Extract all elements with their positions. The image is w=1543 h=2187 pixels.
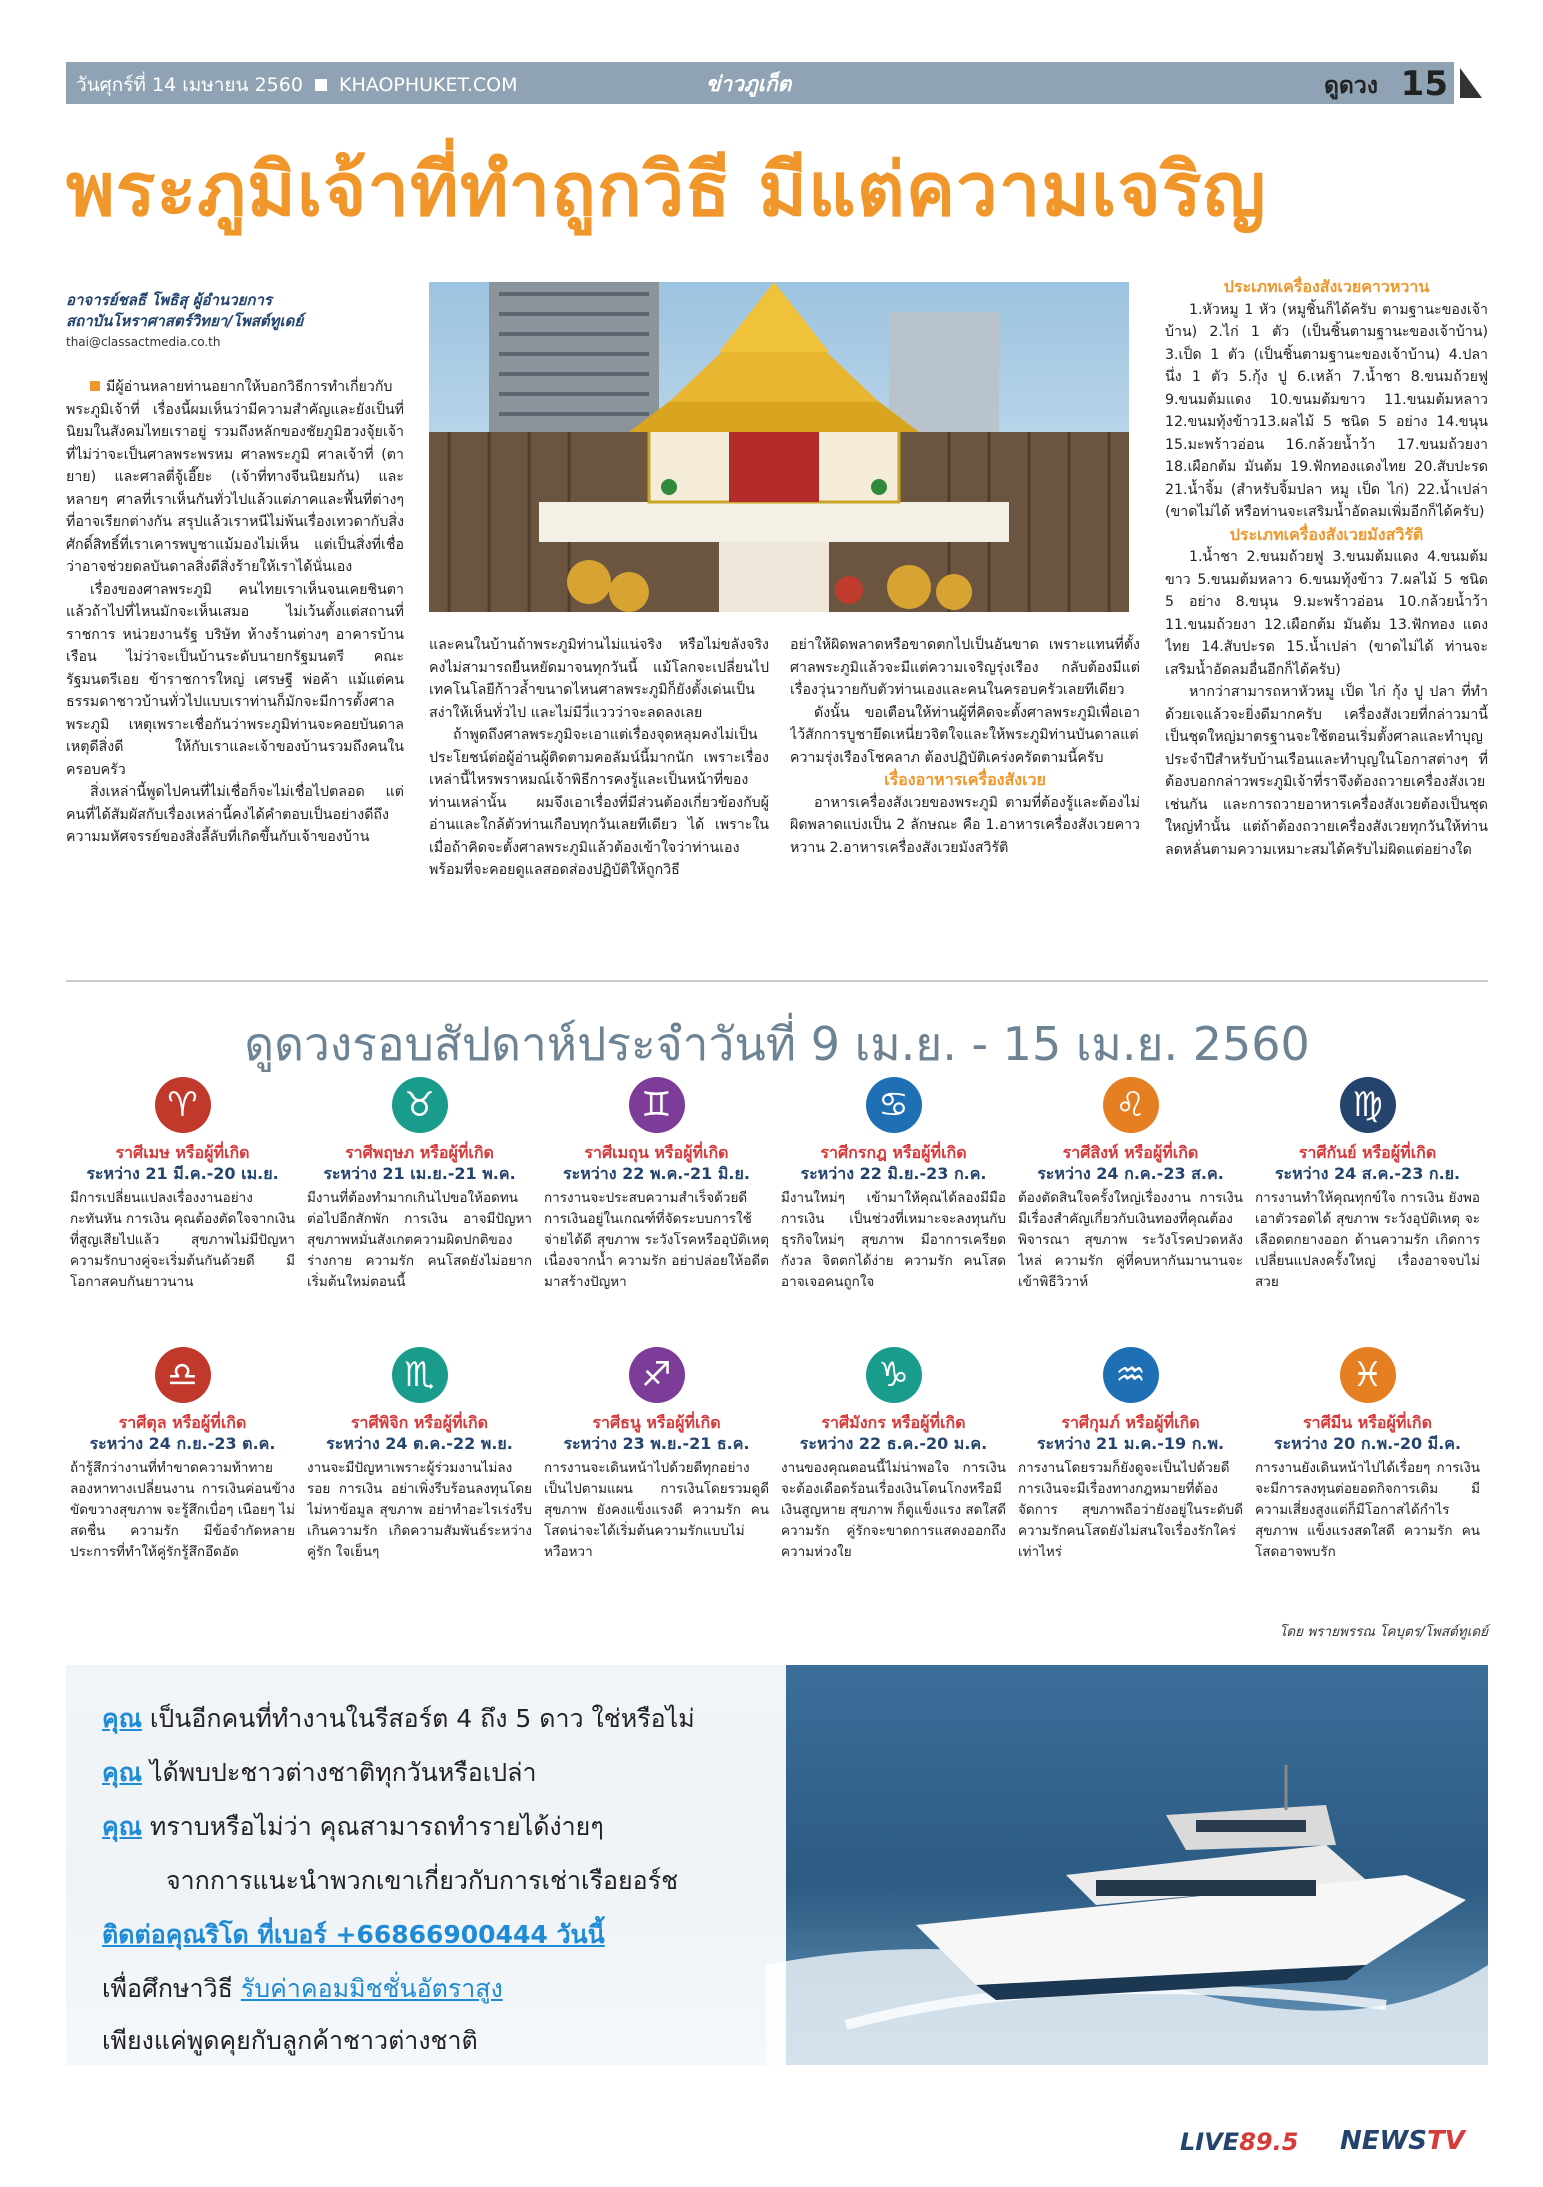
- header-brand-logo: ข่าวภูเก็ต: [706, 72, 792, 96]
- subhead-savory-sweet: ประเภทเครื่องสังเวยคาวหวาน: [1223, 277, 1430, 296]
- sign-name: ราศีพฤษภ หรือผู้ที่เกิด: [345, 1143, 494, 1162]
- leo-icon: ♌: [1018, 1070, 1243, 1140]
- gemini-icon: ♊: [544, 1070, 769, 1140]
- news-tv-logo: NEWSTV: [1340, 2126, 1465, 2156]
- sign-prediction: มีงานใหม่ๆ เข้ามาให้คุณได้ลองมีมือ การเงิน เป็นช่วงที่เหมาะจะลงทุนกับธุรกิจใหม่ๆ สุขภาพ มีอาการเครียด กังวล จิตตกได้ง่าย ความรัก คนโสดอาจเจอคนถูกใจ: [781, 1190, 1006, 1290]
- sign-name: ราศีมีน หรือผู้ที่เกิด: [1302, 1413, 1432, 1432]
- aquarius-icon: ♒: [1018, 1340, 1243, 1410]
- sign-date-range: ระหว่าง 21 มี.ค.-20 เม.ย.: [86, 1164, 279, 1183]
- article-paragraph: อาหารเครื่องสังเวยของพระภูมิ ตามที่ต้องรู้และต้องไม่ผิดพลาดแบ่งเป็น 2 ลักษณะ คือ 1.อาหารเครื่องสังเวยคาวหวาน 2.อาหารเครื่องสังเวยมังสวิรัติ: [790, 794, 1140, 856]
- spirit-house-image: [429, 282, 1129, 612]
- sign-prediction: การงานยังเดินหน้าไปได้เรื่อยๆ การเงิน จะมีการลงทุนต่อยอดกิจการเดิม มีความเสี่ยงสูงแต่ก็มีโอกาสได้กำไร สุขภาพ แข็งแรงสดใสดี ความรัก คนโสดอาจพบรัก: [1255, 1460, 1480, 1560]
- ad-line-3: คุณ ทราบหรือไม่ว่า คุณสามารถทำรายได้ง่ายๆ: [102, 1812, 604, 1841]
- sign-date-range: ระหว่าง 22 มิ.ย.-23 ก.ค.: [800, 1164, 987, 1183]
- article-paragraph: สิ่งเหล่านี้พูดไปคนที่ไม่เชื่อก็จะไม่เชื่อไปตลอด แต่คนที่ได้สัมผัสกับเรื่องเหล่านี้คงได้คำตอบเป็นอย่างดีถึงความมหัศจรรย์ของสิ่งลี้ลับที่เกิดขึ้นกับเจ้าของบ้าน: [66, 784, 404, 845]
- sign-prediction: มีงานที่ต้องทำมากเกินไปขอให้อดทนต่อไปอีกสักพัก การเงิน อาจมีปัญหา สุขภาพหมั่นสังเกตความผิดปกติของร่างกาย ความรัก คนโสดยังไม่อยากเริ่มต้นใหม่ตอนนี้: [307, 1190, 532, 1290]
- article-paragraph: มีผู้อ่านหลายท่านอยากให้บอกวิธีการทำเกี่ยวกับพระภูมิเจ้าที่ เรื่องนี้ผมเห็นว่ามีความสำคัญและยังเป็นที่นิยมในสังคมไทยเราอยู่ รวมถึงหลักของชัยภูมิฮวงจุ้ยเจ้าที่ไม่ว่าจะเป็นศาลพระพรหม ศาลพระภูมิ ศาลเจ้าที่ (ตายาย) และศาลตี่จู้เอี๊ยะ (เจ้าที่ทางจีนนิยมกัน) และหลายๆ ศาลที่เราเห็นกันทั่วไปแล้วแต่ภาคและพื้นที่ต่างๆ ที่อาจเรียกต่างกัน สรุปแล้วเราหนีไม่พ้นเรื่องเทวดากับสิ่งศักดิ์สิทธิ์ที่เราเคารพบูชาแม้มองไม่เห็น แต่เป็นสิ่งที่เชื่อว่าอาจช่วยดลบันดาลสิ่งดีสิ่งร้ายให้เราได้นั่นเอง: [66, 379, 404, 575]
- sign-prediction: ถ้ารู้สึกว่างานที่ทำขาดความท้าทาย ลองหาทางเปลี่ยนงาน การเงินค่อนข้างขัดขวางสุขภาพ จะรู้สึกเบื่อๆ เนือยๆ ไม่สดชื่น ความรัก มีข้อจำกัดหลายประการที่ทำให้คู่รักรู้สึกอึดอัด: [70, 1460, 295, 1560]
- horoscope-sign: [1018, 1340, 1243, 1564]
- sign-name: ราศีเมษ หรือผู้ที่เกิด: [115, 1143, 250, 1162]
- horoscope-sign: [781, 1340, 1006, 1564]
- ad-line-1: คุณ เป็นอีกคนที่ทำงานในรีสอร์ต 4 ถึง 5 ดาว ใช่หรือไม่: [102, 1704, 695, 1733]
- header-bar: [66, 62, 1488, 104]
- article-column-4: [1165, 276, 1488, 946]
- ad-line-7: เพียงแค่พูดคุยกับลูกค้าชาวต่างชาติ: [102, 2026, 478, 2055]
- sign-name: ราศีตุล หรือผู้ที่เกิด: [118, 1413, 247, 1432]
- sign-name: ราศีพิจิก หรือผู้ที่เกิด: [350, 1413, 489, 1432]
- live-radio-logo: LIVE89.5: [1180, 2128, 1299, 2156]
- sign-date-range: ระหว่าง 20 ก.พ.-20 มี.ค.: [1273, 1434, 1462, 1453]
- sign-date-range: ระหว่าง 23 พ.ย.-21 ธ.ค.: [563, 1434, 750, 1453]
- article-column-1: [66, 376, 404, 936]
- article-paragraph: ดังนั้น ขอเตือนให้ท่านผู้ที่คิดจะตั้งศาลพระภูมิเพื่อเอาไว้สักการบูชายึดเหนี่ยวจิตใจและให้พระภูมิท่านบันดาลแต่ความรุ่งเรืองโชคลาภ ต้องปฏิบัติเคร่งครัดตามนี้ครับ: [790, 704, 1140, 766]
- sign-date-range: ระหว่าง 24 ต.ค.-22 พ.ย.: [326, 1434, 513, 1453]
- horoscope-sign: [307, 1070, 532, 1294]
- sign-date-range: ระหว่าง 24 ก.ย.-23 ต.ค.: [89, 1434, 276, 1453]
- sign-prediction: การงานโดยรวมก็ยังดูจะเป็นไปด้วยดี การเงินจะมีเรื่องทางกฎหมายที่ต้องจัดการ สุขภาพถือว่ายังอยู่ในระดับดี ความรักคนโสดยังไม่สนใจเรื่องรักใคร่เท่าไหร่: [1018, 1460, 1243, 1560]
- horoscope-sign: [70, 1340, 295, 1564]
- pisces-icon: ♓: [1255, 1340, 1480, 1410]
- article-paragraph: เรื่องของศาลพระภูมิ คนไทยเราเห็นจนเคยชินตาแล้วถ้าไปที่ไหนมักจะเห็นเสมอ ไม่เว้นตั้งแต่สถานที่ราชการ หน่วยงานรัฐ บริษัท ห้างร้านต่างๆ อาคารบ้านเรือน ไม่ว่าจะเป็นบ้านระดับนายกรัฐมนตรี คณะรัฐมนตรีเอย ข้าราชการใหญ่ เศรษฐี พ่อค้า แม้แต่คนธรรมดาชาวบ้านทั่วไปแบบเราท่านก็มักจะมีการตั้งศาลพระภูมิ เหตุเพราะเชื่อกันว่าพระภูมิท่านจะคอยบันดาลเหตุดีสิ่งดี ให้กับเราและเจ้าของบ้านรวมถึงคนในครอบครัว: [66, 581, 404, 778]
- horoscope-credit: โดย พรายพรรณ โคบุตร/โพสต์ทูเดย์: [1279, 1624, 1488, 1640]
- yacht-advertisement: [66, 1665, 1488, 2065]
- sign-name: ราศีกุมภ์ หรือผู้ที่เกิด: [1061, 1413, 1200, 1432]
- libra-icon: ♎: [70, 1340, 295, 1410]
- sign-prediction: งานจะมีปัญหาเพราะผู้ร่วมงานไม่ลงรอย การเงิน อย่าเพิ่งรีบร้อนลงทุนโดยไม่หาข้อมูล สุขภาพ อย่าทำอะไรเร่งรีบเกินความรัก เกิดความสัมพันธ์ระหว่างคู่รัก ใจเย็นๆ: [307, 1460, 532, 1560]
- subhead-offerings: เรื่องอาหารเครื่องสังเวย: [884, 770, 1046, 789]
- sign-date-range: ระหว่าง 22 ธ.ค.-20 ม.ค.: [799, 1434, 988, 1453]
- sign-date-range: ระหว่าง 21 เม.ย.-21 พ.ค.: [323, 1164, 516, 1183]
- page-corner-icon: [1454, 62, 1488, 104]
- sign-name: ราศีกรกฎ หรือผู้ที่เกิด: [820, 1143, 967, 1162]
- horoscope-sign: [781, 1070, 1006, 1294]
- sign-prediction: ต้องตัดสินใจครั้งใหญ่เรื่องงาน การเงิน มีเรื่องสำคัญเกี่ยวกับเงินทองที่คุณต้องพิจารณา สุขภาพ ระวังโรคปวดหลังไหล่ ความรัก คู่ที่คบหากันมานานจะเข้าพิธีวิวาห์: [1018, 1190, 1243, 1290]
- sign-prediction: การงานจะประสบความสำเร็จด้วยดี การเงินอยู่ในเกณฑ์ที่จัดระบบการใช้จ่ายได้ดี สุขภาพ ระวังโรคหรืออุบัติเหตุเนื่องจากน้ำ ความรัก อย่าปล่อยให้อดีตมาสร้างปัญหา: [544, 1190, 769, 1290]
- byline: [66, 290, 406, 353]
- horoscope-sign: [307, 1340, 532, 1564]
- bullet-icon: [90, 381, 100, 391]
- sign-prediction: การงานจะเดินหน้าไปด้วยดีทุกอย่างเป็นไปตามแผน การเงินโดยรวมดูดี สุขภาพ ยังคงแข็งแรงดี ความรัก คนโสดน่าจะได้เริ่มต้นความรักแบบไม่หวือหวา: [544, 1460, 769, 1560]
- horoscope-title: ดูดวงรอบสัปดาห์ประจำวันที่ 9 เม.ย. - 15 เม.ย. 2560: [244, 1017, 1310, 1071]
- header-date: วันศุกร์ที่ 14 เมษายน 2560 KHAOPHUKET.COM: [76, 74, 518, 96]
- subhead-vegetarian: ประเภทเครื่องสังเวยมังสวิรัติ: [1229, 524, 1424, 544]
- horoscope-sign: [1255, 1070, 1480, 1294]
- article-paragraph: 1.หัวหมู 1 หัว (หมูชิ้นก็ได้ครับ ตามฐานะของเจ้าบ้าน) 2.ไก่ 1 ตัว (เป็นชิ้นตามฐานะของเจ้าบ้าน) 3.เป็ด 1 ตัว (เป็นชิ้นตามฐานะของเจ้าบ้าน) 4.ปลานึ่ง 1 ตัว 5.กุ้ง ปู 6.เหล้า 7.น้ำชา 8.ขนมถ้วยฟู 9.ขนมต้มแดง 10.ขนมต้มขาว 11.ขนมต้มหลาว 12.ขนมทุ้งข้าว13.ผลไม้ 5 ชนิด 5 อย่าง 14.ขนุน 15.มะพร้าวอ่อน 16.กล้วยน้ำว้า 17.ขนมถ้วยงา 18.เผือกต้ม มันต้ม 19.ฟักทองแดงไทย 20.สับปะรด 21.น้ำจิ้ม (สำหรับจิ้มปลา หมู เป็ด ไก่) 22.น้ำเปล่า (ขาดไม่ได้ หรือท่านจะเสริมน้ำอัดลมเพิ่มอีกก็ได้ครับ): [1165, 301, 1488, 520]
- virgo-icon: ♍: [1255, 1070, 1480, 1140]
- byline-org: สถาบันโหราศาสตร์วิทยา/โพสต์ทูเดย์: [66, 312, 304, 330]
- page-number: 15: [1400, 64, 1448, 104]
- ad-line-6: เพื่อศึกษาวิธี รับค่าคอมมิชชั่นอัตราสูง: [102, 1974, 503, 2003]
- section-divider: [66, 980, 1488, 982]
- article-paragraph: ถ้าพูดถึงศาลพระภูมิจะเอาแต่เรื่องจุดหลุมคงไม่เป็นประโยชน์ต่อผู้อ่านผู้ติดตามคอลัมน์นี้มากนัก เพราะเรื่องเหล่านี้ไหรพราหมณ์เจ้าพิธีการคงรู้และเป็นหน้าที่ของท่านเหล่านั้น ผมจึงเอาเรื่องที่มีส่วนต้องเกี่ยวข้องกับผู้อ่านและใกล้ตัวท่านเกือบทุกวันเลยทีเดียว ได้ เพราะในเมื่อถ้าคิดจะตั้งศาลพระภูมิแล้วต้องเข้าใจว่าท่านเองพร้อมที่จะคอยดูแลสอดส่องปฏิบัติให้ถูกวิธี: [429, 727, 769, 878]
- ad-line-2: คุณ ได้พบปะชาวต่างชาติทุกวันหรือเปล่า: [102, 1758, 537, 1787]
- horoscope-sign: [70, 1070, 295, 1294]
- sagittarius-icon: ♐: [544, 1340, 769, 1410]
- ad-contact-link[interactable]: ติดต่อคุณริโด ที่เบอร์ +66866900444 วันนี้: [102, 1920, 605, 1949]
- sign-name: ราศีมังกร หรือผู้ที่เกิด: [821, 1413, 966, 1432]
- sign-prediction: มีการเปลี่ยนแปลงเรื่องงานอย่างกะทันหัน การเงิน คุณต้องตัดใจจากเงินที่สูญเสียไปแล้ว สุขภาพไม่มีปัญหาความรักบางคู่จะเริ่มต้นกันด้วยดี มีโอกาสคบกันยาวนาน: [70, 1190, 295, 1290]
- sign-name: ราศีเมถุน หรือผู้ที่เกิด: [584, 1143, 729, 1162]
- sign-prediction: การงานทำให้คุณทุกข์ใจ การเงิน ยังพอเอาตัวรอดได้ สุขภาพ ระวังอุบัติเหตุ จะเลือดตกยางออก ด้านความรัก เกิดการเปลี่ยนแปลงครั้งใหญ่ เรื่องอาจจบไม่สวย: [1255, 1190, 1480, 1290]
- sign-date-range: ระหว่าง 24 ก.ค.-23 ส.ค.: [1037, 1164, 1224, 1183]
- horoscope-sign: [1255, 1340, 1480, 1564]
- taurus-icon: ♉: [307, 1070, 532, 1140]
- article-column-2: [429, 634, 769, 944]
- capricorn-icon: ♑: [781, 1340, 1006, 1410]
- headline: พระภูมิเจ้าที่ทำถูกวิธี มีแต่ความเจริญ: [66, 147, 1267, 233]
- sign-prediction: งานของคุณตอนนี้ไม่น่าพอใจ การเงิน จะต้องเดือดร้อนเรื่องเงินโดนโกงหรือมีเงินสูญหาย สุขภาพ ก็ดูแข็งแรง สดใสดี ความรัก คู่รักจะขาดการแสดงออกถึงความห่วงใย: [781, 1460, 1006, 1560]
- article-paragraph: และคนในบ้านถ้าพระภูมิท่านไม่แน่จริง หรือไม่ขลังจริงคงไม่สามารถยืนหยัดมาจนทุกวันนี้ แม้โลกจะเปลี่ยนไป เทคโนโลยีก้าวล้ำขนาดไหนศาลพระภูมิก็ยังตั้งเด่นเป็นสง่าให้เห็นทั่วไป และไม่มีวี่แววว่าจะลดลงเลย: [429, 637, 769, 721]
- sign-name: ราศีกันย์ หรือผู้ที่เกิด: [1298, 1143, 1437, 1162]
- yacht-icon: [766, 1665, 1488, 2065]
- scorpio-icon: ♏: [307, 1340, 532, 1410]
- sign-date-range: ระหว่าง 24 ส.ค.-23 ก.ย.: [1274, 1164, 1461, 1183]
- shrine-photo: [429, 282, 1129, 612]
- article-paragraph: หากว่าสามารถหาหัวหมู เป็ด ไก่ กุ้ง ปู ปลา ที่ทำด้วยเจแล้วจะยิ่งดีมากครับ เครื่องสังเวยที่กล่าวมานี้เป็นชุดใหญ่มาตรฐานจะใช้ตอนเริ่มตั้งศาลและทำบุญประจำปีสำหรับบ้านเรือนและทำบุญในโอกาสต่างๆ ที่ต้องบอกกล่าวพระภูมิเจ้าที่ราจึงต้องถวายเครื่องสังเวยเช่นกัน และการถวายอาหารเครื่องสังเวยต้องเป็นชุดใหญ่ทำนั้น แต่ถ้าต้องถวายเครื่องสังเวยทุกวันให้ท่านลดหลั่นตามความเหมาะสมได้ครับไม่ผิดแต่อย่างใด: [1165, 684, 1488, 858]
- aries-icon: ♈: [70, 1070, 295, 1140]
- sign-date-range: ระหว่าง 22 พ.ค.-21 มิ.ย.: [563, 1164, 750, 1183]
- cancer-icon: ♋: [781, 1070, 1006, 1140]
- ad-line-4: จากการแนะนำพวกเขาเกี่ยวกับการเช่าเรือยอร์ช: [166, 1866, 679, 1895]
- sign-name: ราศีธนู หรือผู้ที่เกิด: [592, 1413, 721, 1432]
- article-paragraph: อย่าให้ผิดพลาดหรือขาดตกไปเป็นอันขาด เพราะแทนที่ตั้งศาลพระภูมิแล้วจะมีแต่ความเจริญรุ่งเรือง กลับต้องมีแต่เรื่องวุ่นวายกับตัวท่านเองและคนในครอบครัวเลยทีเดียว: [790, 637, 1140, 698]
- article-column-3: [790, 634, 1140, 944]
- byline-email[interactable]: thai@classactmedia.co.th: [66, 335, 221, 349]
- horoscope-grid: [66, 1070, 1488, 1610]
- article-paragraph: 1.น้ำชา 2.ขนมถ้วยฟู 3.ขนมต้มแดง 4.ขนมต้มขาว 5.ขนมต้มหลาว 6.ขนมทุ้งข้าว 7.ผลไม้ 5 ชนิด 5 อย่าง 8.ขนุน 9.มะพร้าวอ่อน 10.กล้วยน้ำว้า 11.ขนมถ้วยงา 12.เผือกต้ม มันต้ม 13.ฟักทอง แดงไทย 14.สับปะรด 15.น้ำเปล่า (ขาดไม่ได้ ท่านจะเสริมน้ำอัดลมอื่นอีกก็ได้ครับ): [1165, 549, 1488, 678]
- sign-date-range: ระหว่าง 21 ม.ค.-19 ก.พ.: [1036, 1434, 1225, 1453]
- byline-author: อาจารย์ชลธี โพธิสุ ผู้อำนวยการ: [66, 291, 272, 309]
- horoscope-sign: [544, 1070, 769, 1294]
- horoscope-sign: [544, 1340, 769, 1564]
- header-section: ดูดวง: [1323, 73, 1378, 99]
- header-site[interactable]: KHAOPHUKET.COM: [339, 74, 518, 96]
- horoscope-sign: [1018, 1070, 1243, 1294]
- sign-name: ราศีสิงห์ หรือผู้ที่เกิด: [1062, 1143, 1199, 1162]
